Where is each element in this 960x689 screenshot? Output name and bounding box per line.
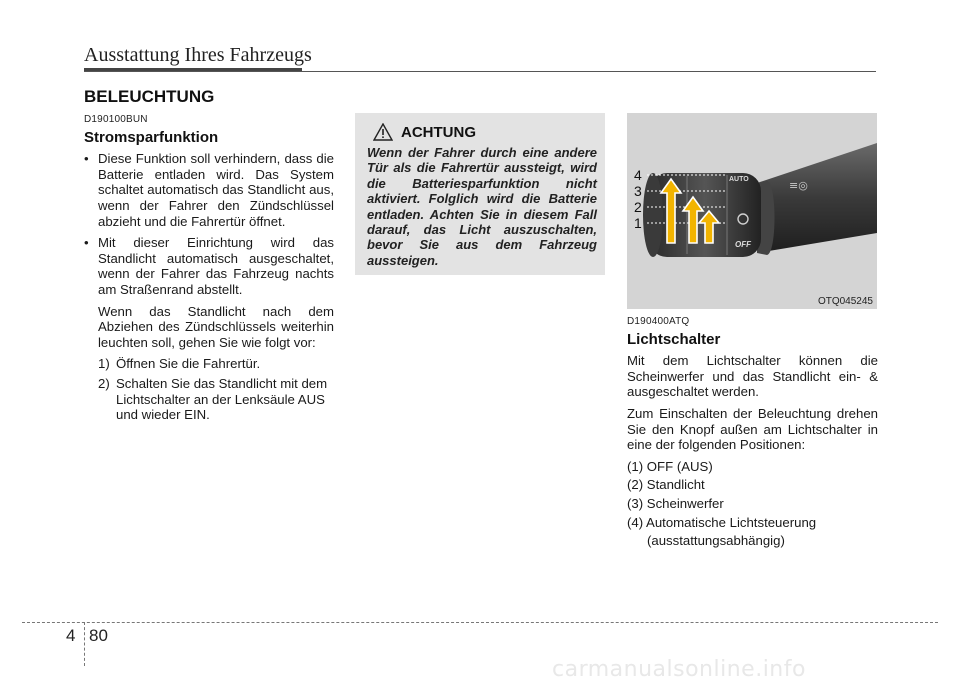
bullet-glyph: •	[84, 151, 89, 167]
watermark: carmanualsonline.info	[552, 657, 806, 682]
bullet-item	[84, 151, 334, 229]
right-column	[627, 314, 878, 552]
bullet-text: Mit dieser Einrichtung wird das Standlicht automatisch ausgeschaltet, wenn der Fahrer das Fahrzeug nachts am Straßenrand abstellt.	[98, 235, 334, 297]
warning-box	[355, 113, 605, 275]
bullet-text: Diese Funktion soll verhindern, dass die Batterie entladen wird. Das System schaltet automatisch das Standlicht aus, wenn der Fahrer den Zündschlüssel abzieht und die Fahrertür öffnet.	[98, 151, 334, 229]
step-number: 2)	[98, 375, 110, 391]
section-code: D190100BUN	[84, 114, 148, 125]
light-switch-figure	[627, 113, 877, 309]
bullet-text-continued: Wenn das Standlicht nach dem Abziehen des Zündschlüssels weiterhin leuchten soll, gehen Sie wie folgt vor:	[98, 303, 334, 350]
position-item: (4) Automatische Lichtsteuerung	[627, 514, 817, 530]
knob-label-auto: AUTO	[729, 176, 749, 183]
warning-header	[367, 123, 597, 141]
stalk-symbol-icon: ≡◎	[789, 179, 808, 192]
page-number: 80	[89, 626, 108, 645]
bullet-item	[84, 235, 334, 423]
paragraph: Zum Einschalten der Beleuchtung drehen Sie den Knopf außen am Lichtschalter in eine der folgenden Positionen:	[627, 405, 878, 453]
bullet-glyph: •	[84, 235, 89, 251]
page-header-title: Ausstattung Ihres Fahrzeugs	[84, 44, 312, 66]
footer-rule	[22, 622, 938, 623]
step-text: Schalten Sie das Standlicht mit dem Lichtschalter an der Lenksäule AUS und wieder EIN.	[116, 375, 328, 423]
warning-title: ACHTUNG	[401, 123, 476, 141]
step-text: Öffnen Sie die Fahrertür.	[116, 356, 261, 372]
knob-end	[643, 173, 663, 257]
subsection-heading: Lichtschalter	[627, 330, 721, 348]
left-column	[84, 112, 334, 429]
position-item: (3) Scheinwerfer	[627, 495, 724, 511]
chapter-number: 4	[66, 626, 76, 645]
numbered-step	[98, 376, 334, 423]
footer-vertical-rule	[84, 622, 85, 666]
light-switch-illustration	[627, 113, 877, 309]
position-item: (1) OFF (AUS)	[627, 458, 713, 474]
position-item: (2) Standlicht	[627, 477, 705, 493]
figure-caption: OTQ045245	[817, 296, 873, 307]
step-number: 1)	[98, 356, 110, 372]
section-code: D190400ATQ	[627, 316, 690, 327]
section-title: BELEUCHTUNG	[84, 87, 215, 106]
warning-triangle-icon	[373, 123, 393, 141]
position-label-1: 1	[634, 215, 642, 231]
warning-text: Wenn der Fahrer durch eine andere Tür als die Fahrertür aussteigt, wird die Batteriesparfunktion nicht aktiviert. Folglich wird die Batterie entladen. Achten Sie in diesem Fall darauf, das Licht auszuschalten, bevor Sie aus dem Fahrzeug aussteigen.	[367, 145, 597, 268]
position-item-note: (ausstattungsabhängig)	[647, 533, 785, 549]
position-label-4: 4	[634, 167, 642, 183]
subsection-heading: Stromsparfunktion	[84, 128, 219, 146]
knob-label-off: OFF	[735, 240, 751, 249]
numbered-step	[98, 356, 334, 372]
header-rule	[84, 71, 876, 72]
paragraph: Mit dem Lichtschalter können die Scheinwerfer und das Standlicht ein- & ausgeschaltet werden.	[627, 353, 878, 400]
position-label-2: 2	[634, 199, 642, 215]
position-label-3: 3	[634, 183, 642, 199]
